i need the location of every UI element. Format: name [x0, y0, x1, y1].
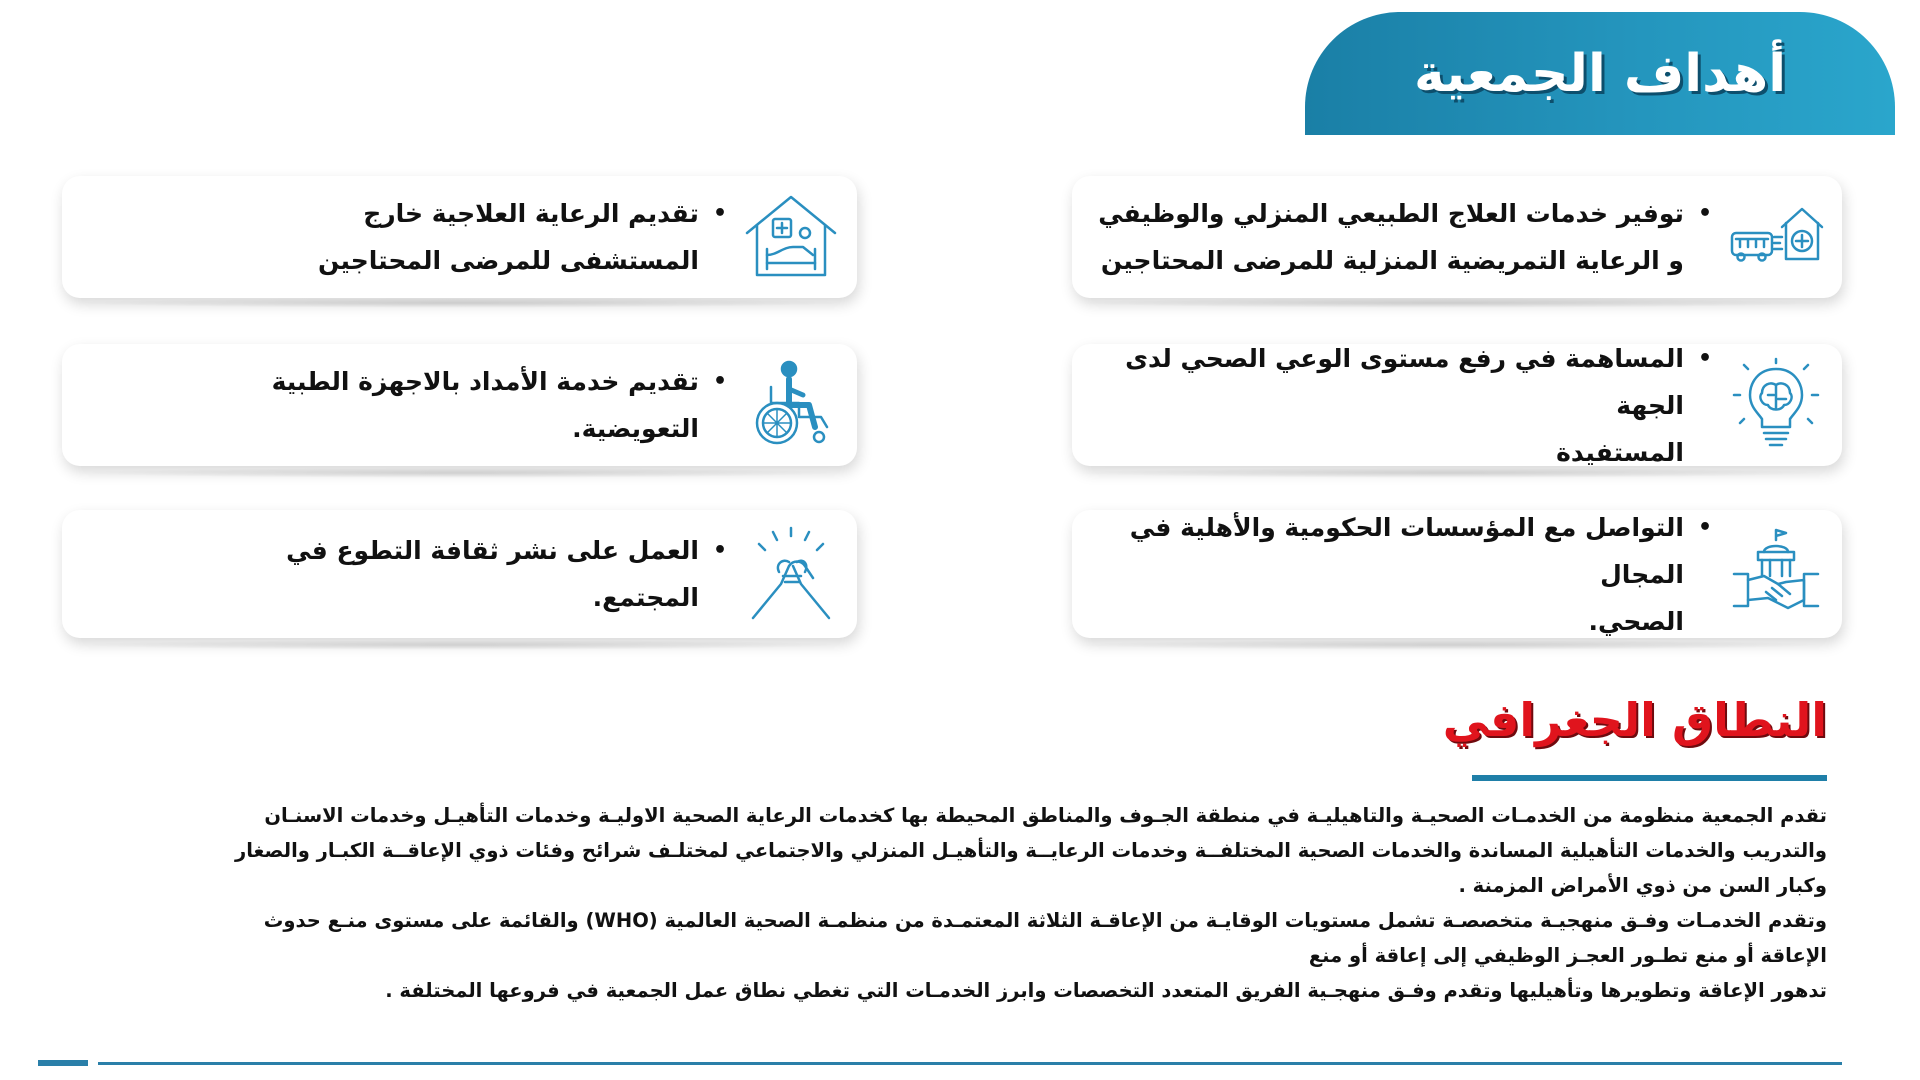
goal-line: التواصل مع المؤسسات الحكومية والأهلية في المجال: [1129, 512, 1684, 589]
bullet-icon: •: [1697, 514, 1712, 540]
goal-line: تقديم الرعاية العلاجية خارج: [363, 199, 699, 228]
handshake-building-icon: [1728, 526, 1824, 622]
goal-line: المستفيدة: [1556, 437, 1684, 467]
goal-line: تقديم خدمة الأمداد بالاجهزة الطبية: [271, 367, 699, 396]
card-shadow: [70, 468, 850, 478]
card-shadow: [70, 640, 850, 650]
goal-text: [1092, 335, 1712, 476]
goal-text: [318, 190, 727, 284]
goal-line: التعويضية.: [572, 414, 699, 443]
goal-line: العمل على نشر ثقافة التطوع في: [286, 536, 699, 565]
footer-dash: [38, 1060, 88, 1066]
bullet-icon: •: [1697, 345, 1712, 371]
goal-card-5: [1072, 510, 1842, 638]
geo-title-underline: [1472, 775, 1827, 781]
goal-card-1: [1072, 176, 1842, 298]
header-tab: [1305, 12, 1895, 135]
bullet-icon: •: [1697, 201, 1712, 226]
hands-clasp-icon: [743, 526, 839, 622]
footer-line: [98, 1062, 1842, 1065]
card-shadow: [70, 298, 850, 308]
bullet-icon: •: [712, 201, 727, 226]
goal-card-3: [1072, 344, 1842, 466]
home-healthcare-icon: [743, 189, 839, 285]
geo-line: وتقدم الخدمـات وفـق منهجيـة متخصصـة تشمل مستويات الوقايـة من الإعاقـة الثلاثة المعتمـدة من منظمـة الصحية العالمية (WHO) والقائمة على مستوى منـع حدوث: [263, 909, 1827, 932]
goal-line: و الرعاية التمريضية المنزلية للمرضى المحتاجين: [1100, 246, 1684, 275]
goal-text: [1098, 190, 1712, 284]
geo-paragraph: [67, 798, 1827, 1008]
card-shadow: [1070, 298, 1830, 308]
goal-text: [1092, 504, 1712, 645]
geo-line: تقدم الجمعية منظومة من الخدمـات الصحيـة والتاهيليـة في منطقة الجـوف والمناطق المحيطة بها كخدمات الرعاية الصحية الاوليـة وخدمات التأهيـل وخدمات الاسنـان: [264, 804, 1827, 827]
goal-line: المساهمة في رفع مستوى الوعي الصحي لدى الجهة: [1125, 343, 1684, 420]
goal-text: [272, 358, 727, 452]
geo-line: الإعاقة أو منع تطـور العجـز الوظيفي إلى إعاقة أو منع: [1308, 944, 1827, 967]
geo-line: والتدريب والخدمات التأهيلية المساندة والخدمات الصحية المختلفــة وخدمات الرعايــة والتأهيـل المنزلي والاجتماعي لمختلـف شرائح وفئات ذوي الإعاقــة الكبـار والصغار: [235, 839, 1827, 862]
goal-line: المجتمع.: [592, 583, 699, 612]
goal-line: الصحي.: [1588, 606, 1684, 636]
page-title: أهداف الجمعية: [1413, 43, 1787, 104]
goal-line: المستشفى للمرضى المحتاجين: [318, 246, 699, 275]
bullet-icon: •: [712, 369, 727, 394]
home-care-bus-icon: [1728, 189, 1824, 285]
geo-line: تدهور الإعاقة وتطويرها وتأهيليها وتقدم وفـق منهجـية الفريق المتعدد التخصصات وابرز الخدمـات التي تغطي نطاق عمل الجمعية في فروعها المختلفة .: [385, 979, 1827, 1002]
bullet-icon: •: [712, 538, 727, 563]
goal-text: [286, 527, 727, 621]
goal-line: توفير خدمات العلاج الطبيعي المنزلي والوظيفي: [1098, 199, 1684, 228]
goal-card-6: [62, 510, 857, 638]
goal-card-4: [62, 344, 857, 466]
brain-bulb-icon: [1728, 357, 1824, 453]
geo-line: وكبار السن من ذوي الأمراض المزمنة .: [1458, 874, 1827, 897]
wheelchair-icon: [743, 357, 839, 453]
goal-card-2: [62, 176, 857, 298]
geo-section-title: النطاق الجغرافي: [1442, 693, 1827, 747]
